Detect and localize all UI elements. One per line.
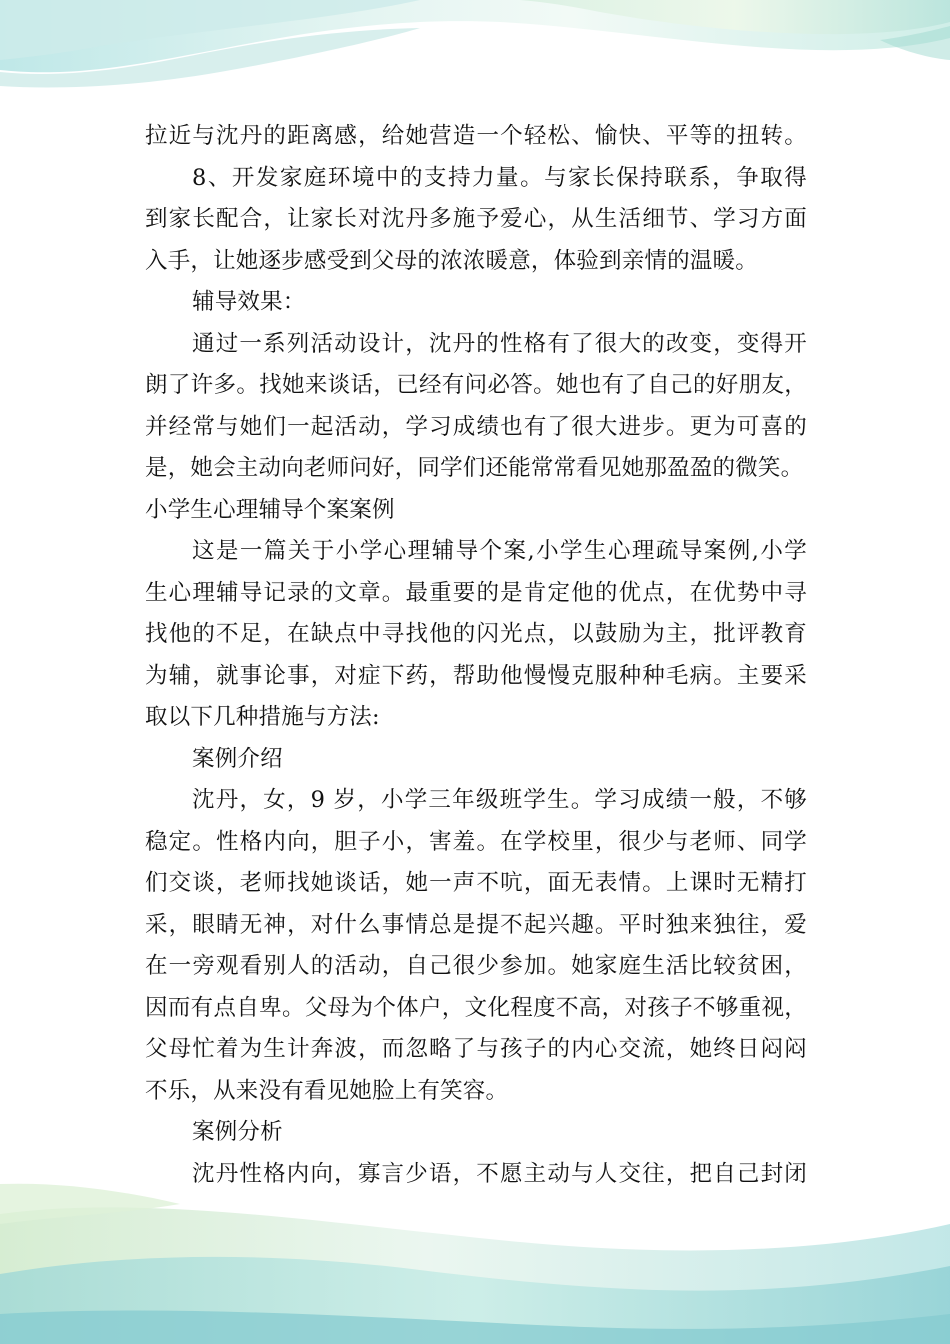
text-line: 们交谈，老师找她谈话，她一声不吭，面无表情。上课时无精打 <box>145 870 807 896</box>
text-line: 辅导效果： <box>192 289 306 315</box>
text-line: 并经常与她们一起活动，学习成绩也有了很大进步。更为可喜的 <box>145 413 807 440</box>
text-line: 沈丹性格内向，寡言少语，不愿主动与人交往，把自己封闭 <box>192 1160 807 1187</box>
text-line: 沈丹，女，9 岁，小学三年级班学生。学习成绩一般，不够 <box>192 787 807 813</box>
text-line: 稳定。性格内向，胆子小，害羞。在学校里，很少与老师、同学 <box>145 828 807 855</box>
text-line: 找他的不足，在缺点中寻找他的闪光点，以鼓励为主，批评教育 <box>145 621 807 647</box>
text-line: 因而有点自卑。父母为个体户，文化程度不高，对孩子不够重视， <box>145 994 807 1021</box>
top-wave-decoration <box>0 0 950 110</box>
text-line: 取以下几种措施与方法: <box>145 704 380 730</box>
text-line: 案例介绍 <box>192 745 283 772</box>
text-line: 案例分析 <box>192 1119 283 1145</box>
text-line: 入手，让她逐步感受到父母的浓浓暖意，体验到亲情的温暖。 <box>145 247 758 274</box>
text-line: 父母忙着为生计奔波，而忽略了与孩子的内心交流，她终日闷闷 <box>145 1036 807 1062</box>
text-line: 是，她会主动向老师问好，同学们还能常常看见她那盈盈的微笑。 <box>145 455 804 481</box>
text-line: 采，眼睛无神，对什么事情总是提不起兴趣。平时独来独往，爱 <box>145 911 807 938</box>
text-line: 在一旁观看别人的活动，自己很少参加。她家庭生活比较贫困， <box>145 953 807 979</box>
text-line: 小学生心理辅导个案案例 <box>145 496 395 523</box>
text-line: 8、开发家庭环境中的支持力量。与家长保持联系，争取得 <box>192 164 807 191</box>
text-line: 这是一篇关于小学心理辅导个案,小学生心理疏导案例,小学 <box>192 538 807 564</box>
text-line: 生心理辅导记录的文章。最重要的是肯定他的优点，在优势中寻 <box>145 579 807 606</box>
text-line: 为辅，就事论事，对症下药，帮助他慢慢克服种种毛病。主要采 <box>145 662 807 689</box>
text-line: 拉近与沈丹的距离感，给她营造一个轻松、愉快、平等的扭转。 <box>145 123 807 149</box>
text-line: 到家长配合，让家长对沈丹多施予爱心，从生活细节、学习方面 <box>145 206 807 232</box>
text-line: 不乐，从来没有看见她脸上有笑容。 <box>145 1077 509 1104</box>
document-body <box>145 116 807 1195</box>
text-line: 朗了许多。找她来谈话，已经有问必答。她也有了自己的好朋友， <box>145 372 807 398</box>
text-line: 通过一系列活动设计，沈丹的性格有了很大的改变，变得开 <box>192 330 807 357</box>
